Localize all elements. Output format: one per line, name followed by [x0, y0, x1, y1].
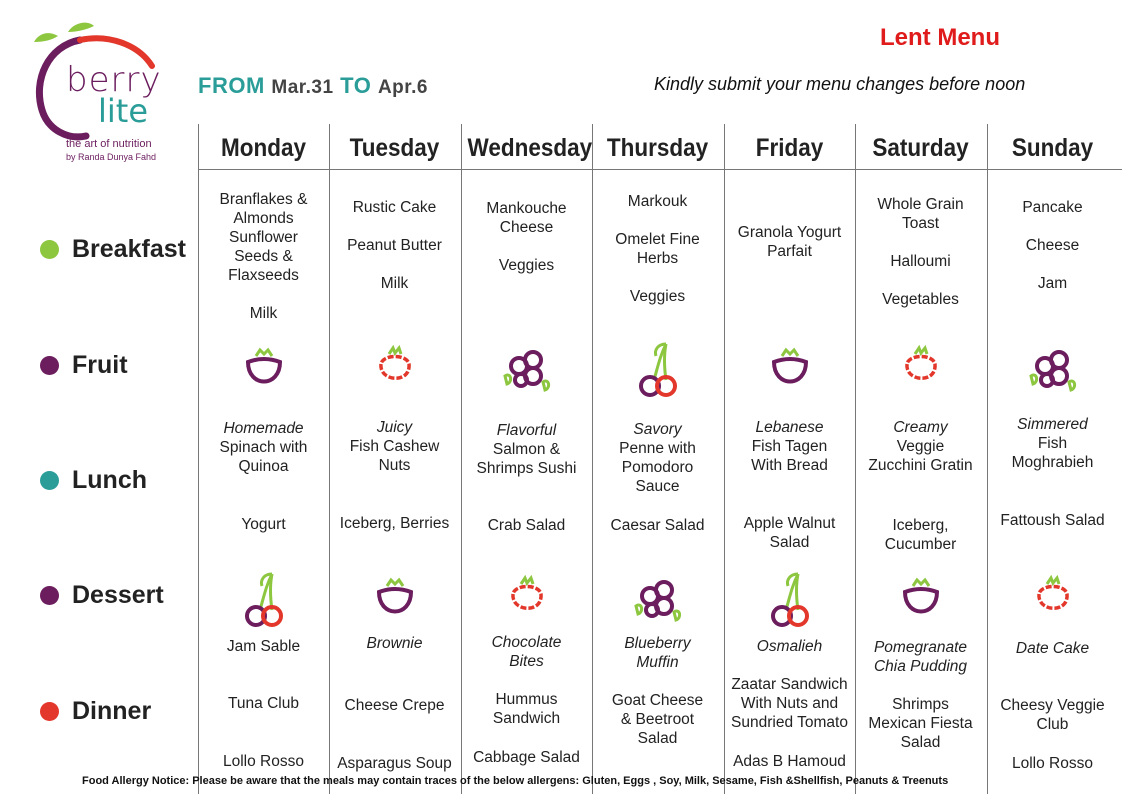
breakfast-cell-friday — [724, 223, 855, 261]
line-spacer — [461, 237, 592, 256]
lunch-side-saturday — [855, 516, 986, 554]
dessert-cell-thursday — [592, 634, 723, 672]
menu-line: Cheesy Veggie — [1000, 697, 1105, 714]
menu-line: Zaatar Sandwich — [731, 676, 848, 693]
lunch-dish-descriptor: Creamy — [893, 419, 948, 436]
lunch-side-sunday — [987, 511, 1118, 530]
header-divider — [198, 169, 1122, 170]
menu-line: Fish Tagen — [751, 438, 828, 455]
dessert-cell-wednesday — [461, 633, 592, 671]
menu-line: Iceberg, — [892, 517, 949, 534]
menu-line: With Nuts and — [740, 695, 839, 712]
day-header-saturday: Saturday — [872, 134, 969, 162]
menu-line: & Beetroot — [620, 711, 695, 728]
menu-line: Penne with — [619, 440, 696, 457]
menu-line: Zucchini Gratin — [868, 457, 973, 474]
meal-dot-icon — [40, 356, 59, 375]
lunch-dish-descriptor: Homemade — [223, 420, 304, 437]
menu-line: Adas B Hamoud — [733, 753, 846, 770]
menu-line: Lollo Rosso — [223, 753, 304, 770]
menu-line: Herbs — [636, 250, 679, 267]
allergy-notice: Food Allergy Notice: Please be aware that the meals may contain traces of the below allergens: Gluten, Eggs , Soy, Milk, Sesame, Fish &Shellfish, Peanuts & Treenuts — [82, 775, 949, 787]
fruit-cell-monday — [234, 338, 294, 398]
lunch-dish-descriptor: Lebanese — [755, 419, 824, 436]
lunch-cell-friday — [724, 418, 855, 475]
lunch-side-wednesday — [461, 516, 592, 535]
menu-line: Fish Cashew — [349, 438, 440, 455]
line-spacer — [592, 211, 723, 230]
menu-title: Lent Menu — [880, 24, 1000, 51]
menu-line: Lollo Rosso — [1012, 755, 1093, 772]
meal-dot-icon — [40, 471, 59, 490]
dessert-illustration-saturday — [891, 568, 951, 628]
lunch-side-thursday — [592, 516, 723, 535]
cherry-icon — [628, 338, 688, 398]
menu-line: Salad — [637, 730, 678, 747]
fruit-cell-sunday — [1023, 338, 1083, 398]
menu-line: Sundried Tomato — [731, 714, 848, 731]
dinner-cell-thursday — [592, 691, 723, 748]
menu-line: Nuts — [378, 457, 411, 474]
menu-line: Mexican Fiesta — [868, 715, 973, 732]
menu-line: Club — [1036, 716, 1069, 733]
menu-line: Veggies — [498, 257, 555, 274]
meal-dot-icon — [40, 702, 59, 721]
menu-line: Toast — [901, 215, 940, 232]
fig-icon — [891, 568, 951, 628]
menu-line: Spinach with — [219, 439, 308, 456]
blueberry-icon — [628, 568, 688, 628]
menu-line: Asparagus Soup — [337, 755, 452, 772]
line-spacer — [329, 217, 460, 236]
line-spacer — [198, 285, 329, 304]
menu-line: Hummus — [495, 691, 558, 708]
from-label: FROM — [198, 73, 265, 98]
menu-line: Pomegranate — [873, 639, 968, 656]
dessert-illustration-monday — [234, 568, 294, 628]
menu-line: Moghrabieh — [1011, 454, 1094, 471]
to-date: Apr.6 — [377, 77, 428, 98]
lunch-dish-descriptor: Juicy — [376, 419, 413, 436]
raspberry-icon — [365, 338, 425, 398]
line-spacer — [987, 217, 1118, 236]
dinner-side-wednesday — [461, 748, 592, 767]
menu-line: Veggie — [896, 438, 945, 455]
menu-line: Rustic Cake — [352, 199, 437, 216]
menu-line: Pomodoro — [621, 459, 694, 476]
day-header-friday: Friday — [755, 134, 824, 162]
dessert-cell-monday — [198, 637, 329, 656]
meal-label-dinner — [40, 697, 151, 726]
menu-line: Cucumber — [884, 536, 957, 553]
dessert-cell-sunday — [987, 639, 1118, 658]
menu-line: Mankouche — [486, 200, 567, 217]
menu-line: Salad — [900, 734, 941, 751]
meal-label-text: Dessert — [72, 581, 164, 609]
date-range — [198, 73, 428, 99]
menu-line: Shrimps Sushi — [476, 460, 577, 477]
day-header-sunday: Sunday — [1011, 134, 1094, 162]
menu-line: Parfait — [767, 243, 812, 260]
menu-line: Veggies — [629, 288, 686, 305]
dinner-cell-saturday — [855, 695, 986, 752]
menu-line: Caesar Salad — [610, 517, 705, 534]
menu-line: Sunflower — [229, 229, 298, 246]
from-date: Mar.31 — [271, 77, 334, 98]
menu-line: Apple Walnut — [743, 515, 836, 532]
line-spacer — [855, 233, 986, 252]
dessert-cell-saturday — [855, 638, 986, 676]
fruit-cell-thursday — [628, 338, 688, 398]
blueberry-icon — [1023, 338, 1083, 398]
meal-label-text: Breakfast — [72, 235, 186, 263]
fruit-cell-wednesday — [497, 338, 557, 398]
menu-line: Fish — [1037, 435, 1068, 452]
meal-label-breakfast — [40, 235, 186, 264]
raspberry-icon — [497, 568, 557, 628]
meal-label-lunch — [40, 466, 147, 495]
meal-dot-icon — [40, 240, 59, 259]
fruit-cell-saturday — [891, 338, 951, 398]
lunch-cell-wednesday — [461, 421, 592, 478]
menu-line: Omelet Fine — [615, 231, 700, 248]
meal-dot-icon — [40, 586, 59, 605]
menu-line: Salmon & — [492, 441, 561, 458]
menu-line: Milk — [249, 305, 278, 322]
line-spacer — [987, 255, 1118, 274]
menu-line: Peanut Butter — [347, 237, 442, 254]
breakfast-cell-sunday — [987, 198, 1118, 293]
day-header-monday: Monday — [220, 134, 306, 162]
dessert-illustration-tuesday — [365, 568, 425, 628]
breakfast-cell-monday — [198, 190, 329, 323]
menu-line: Granola Yogurt — [737, 224, 842, 241]
menu-line: Cheese — [1025, 237, 1080, 254]
day-header-wednesday: Wednesday — [467, 134, 593, 162]
lunch-side-tuesday — [329, 514, 460, 533]
menu-line: Quinoa — [238, 458, 289, 475]
menu-line: Salad — [769, 534, 810, 551]
menu-line: Almonds — [233, 210, 294, 227]
lunch-cell-thursday — [592, 420, 723, 496]
dinner-side-monday — [198, 752, 329, 771]
to-label: TO — [340, 73, 372, 98]
menu-line: Fattoush Salad — [1000, 512, 1105, 529]
dinner-cell-wednesday — [461, 690, 592, 728]
menu-line: Chia Pudding — [873, 658, 968, 675]
menu-line: Flaxseeds — [228, 267, 299, 284]
logo-word-lite: lite — [98, 92, 149, 130]
lunch-side-friday — [724, 514, 855, 552]
menu-line: Jam Sable — [226, 638, 301, 655]
meal-label-text: Fruit — [72, 351, 128, 379]
line-spacer — [855, 271, 986, 290]
menu-line: Yogurt — [241, 516, 286, 533]
menu-line: Tuna Club — [228, 695, 299, 712]
breakfast-cell-thursday — [592, 192, 723, 306]
meal-label-dessert — [40, 581, 164, 610]
lunch-dish-descriptor: Simmered — [1017, 416, 1088, 433]
menu-line: Bites — [509, 653, 544, 670]
meal-label-text: Lunch — [72, 466, 147, 494]
day-header-thursday: Thursday — [606, 134, 709, 162]
lunch-side-monday — [198, 515, 329, 534]
cherry-icon — [760, 568, 820, 628]
dinner-cell-monday — [198, 694, 329, 713]
menu-line: Milk — [380, 275, 409, 292]
line-spacer — [592, 268, 723, 287]
dessert-illustration-sunday — [1023, 568, 1083, 628]
fig-icon — [234, 338, 294, 398]
lunch-cell-tuesday — [329, 418, 460, 475]
menu-line: Sandwich — [492, 710, 561, 727]
lunch-dish-descriptor: Savory — [633, 421, 682, 438]
lunch-cell-sunday — [987, 415, 1118, 472]
logo-tagline: the art of nutrition — [66, 138, 152, 150]
menu-line: Brownie — [366, 635, 423, 652]
dessert-cell-friday — [724, 637, 855, 656]
dessert-illustration-thursday — [628, 568, 688, 628]
meal-label-text: Dinner — [72, 697, 152, 725]
submission-note: Kindly submit your menu changes before noon — [654, 74, 1026, 94]
cherry-icon — [234, 568, 294, 628]
menu-line: Cheese Crepe — [344, 697, 445, 714]
lunch-cell-saturday — [855, 418, 986, 475]
menu-line: With Bread — [751, 457, 828, 474]
lunch-dish-descriptor: Flavorful — [496, 422, 557, 439]
logo-byline: by Randa Dunya Fahd — [66, 152, 157, 162]
menu-line: Muffin — [636, 654, 679, 671]
fig-icon — [760, 338, 820, 398]
menu-line: Whole Grain — [877, 196, 964, 213]
menu-line: Date Cake — [1015, 640, 1090, 657]
breakfast-cell-saturday — [855, 195, 986, 309]
meal-label-fruit — [40, 351, 128, 380]
menu-line: Markouk — [627, 193, 688, 210]
dinner-cell-sunday — [987, 696, 1118, 734]
menu-line: Osmalieh — [756, 638, 823, 655]
line-spacer — [329, 255, 460, 274]
breakfast-cell-wednesday — [461, 199, 592, 275]
fig-icon — [365, 568, 425, 628]
breakfast-cell-tuesday — [329, 198, 460, 293]
fruit-cell-friday — [760, 338, 820, 398]
menu-line: Cheese — [499, 219, 554, 236]
menu-line: Shrimps — [892, 696, 949, 713]
brand-logo — [28, 18, 178, 168]
menu-line: Seeds & — [234, 248, 293, 265]
dessert-cell-tuesday — [329, 634, 460, 653]
menu-line: Sauce — [635, 478, 680, 495]
menu-line: Chocolate — [491, 634, 562, 651]
menu-line: Cabbage Salad — [473, 749, 580, 766]
raspberry-icon — [1023, 568, 1083, 628]
menu-line: Goat Cheese — [611, 692, 704, 709]
menu-line: Blueberry — [624, 635, 691, 652]
lunch-cell-monday — [198, 419, 329, 476]
dinner-side-sunday — [987, 754, 1118, 773]
blueberry-icon — [497, 338, 557, 398]
dessert-illustration-friday — [760, 568, 820, 628]
dessert-illustration-wednesday — [497, 568, 557, 628]
day-header-tuesday: Tuesday — [349, 134, 440, 162]
menu-line: Crab Salad — [487, 517, 566, 534]
raspberry-icon — [891, 338, 951, 398]
dinner-cell-tuesday — [329, 696, 460, 715]
logo-word-berry: berry — [66, 60, 162, 100]
menu-line: Pancake — [1022, 199, 1083, 216]
menu-line: Branflakes & — [219, 191, 308, 208]
dinner-cell-friday — [724, 675, 855, 732]
menu-line: Halloumi — [890, 253, 951, 270]
dinner-side-tuesday — [329, 754, 460, 773]
menu-line: Vegetables — [882, 291, 959, 308]
dinner-side-friday — [724, 752, 855, 771]
menu-line: Iceberg, Berries — [339, 515, 450, 532]
fruit-cell-tuesday — [365, 338, 425, 398]
menu-line: Jam — [1037, 275, 1068, 292]
